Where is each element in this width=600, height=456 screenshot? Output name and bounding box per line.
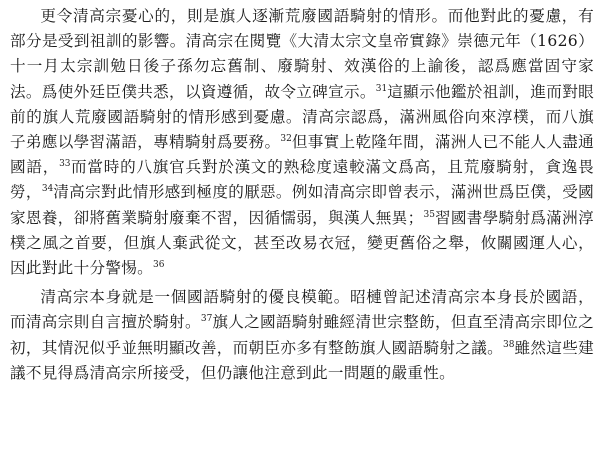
paragraph-1-text-6: 習國書學騎射爲滿洲淳樸之風之首要，但旗人棄武從文，甚至改易衣冠，變更舊俗之舉，攸關國運人心，因此對此十分警惕。: [10, 208, 594, 278]
paragraph-1-text-4: 而當時的八旗官兵對於漢文的熟稔度遠較滿文爲高，且荒廢騎射，貪逸畏勞，: [10, 158, 594, 202]
footnote-ref-37[interactable]: 37: [200, 314, 213, 325]
paragraph-1-text-5: 清高宗對此情形感到極度的厭惡。例如清高宗即曾表示，滿洲世爲臣僕，受國家恩養，卻將舊業騎射廢棄不習，因循懦弱，與漢人無異；: [10, 183, 594, 227]
paragraph-2-text-2: 旗人之國語騎射雖經清世宗整飭，但直至清高宗即位之初，其情況似乎並無明顯改善，而朝臣亦多有整飭旗人國語騎射之議。: [10, 313, 595, 357]
footnote-ref-32[interactable]: 32: [280, 134, 292, 145]
footnote-ref-33[interactable]: 33: [59, 159, 71, 170]
paragraph-1-text-2: 這顯示他鑑於祖訓，進而對眼前的旗人荒廢國語騎射的情形感到憂慮。清高宗認爲，滿洲風俗向來淳樸，而八旗子弟應以學習滿語，專精騎射爲要務。: [10, 82, 594, 152]
footnote-ref-38[interactable]: 38: [503, 339, 515, 350]
footnote-ref-31[interactable]: 31: [375, 83, 388, 94]
paragraph-2: [10, 285, 594, 386]
paragraph-1-text-3: 但事實上乾隆年間，滿洲人已不能人人盡通國語，: [10, 133, 594, 177]
footnote-ref-34[interactable]: 34: [41, 184, 54, 195]
footnote-ref-35[interactable]: 35: [423, 209, 435, 220]
footnote-ref-36[interactable]: 36: [153, 260, 165, 271]
paragraph-1: [10, 4, 594, 281]
paragraph-1-text-1: 更令清高宗憂心的，則是旗人逐漸荒廢國語騎射的情形。而他對此的憂慮，有部分是受到祖訓的影響。清高宗在閱覽《大清太宗文皇帝實錄》崇德元年（1626）十一月太宗訓勉日後子孫勿忘舊制、廢騎射、效漢俗的上諭後，認爲應當固守家法。爲使外廷臣僕共悉，以資遵循，故令立碑宣示。: [10, 7, 594, 101]
document-page: [10, 4, 594, 386]
paragraph-2-text-3: 雖然這些建議不見得爲清高宗所接受，但仍讓他注意到此一問題的嚴重性。: [10, 338, 594, 382]
paragraph-2-text-1: 清高宗本身就是一個國語騎射的優良模範。昭槤曾記述清高宗本身長於國語，而清高宗則自言擅於騎射。: [10, 288, 594, 332]
